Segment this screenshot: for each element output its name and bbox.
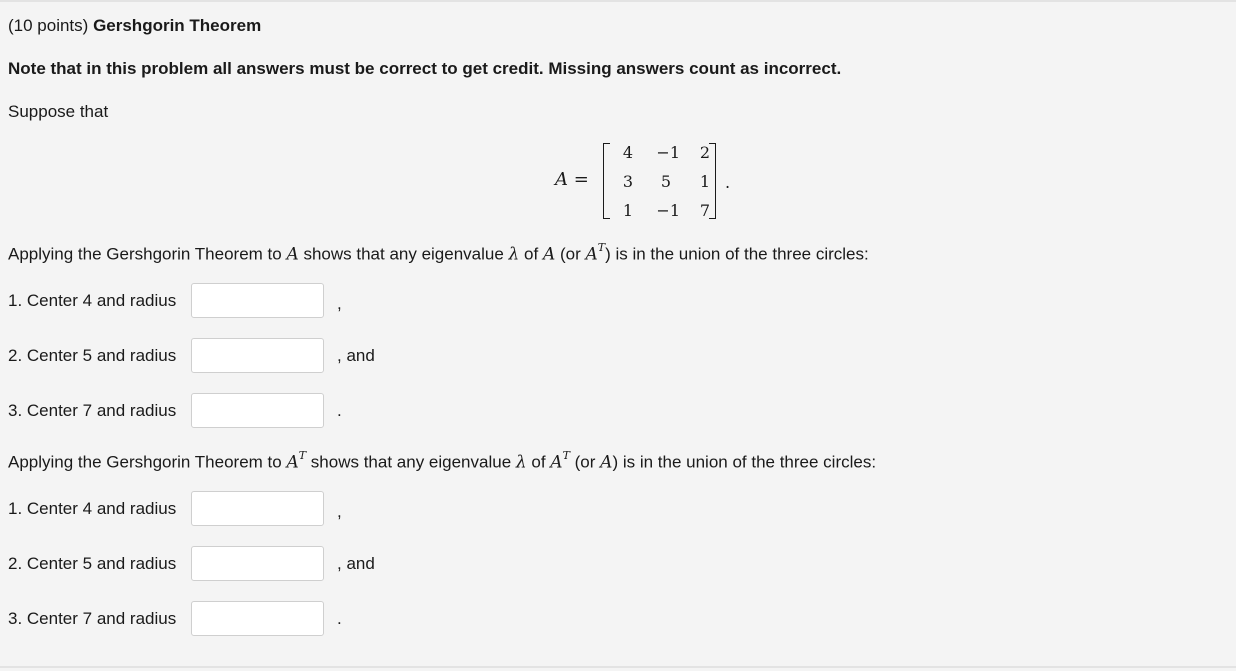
matrix-cell: 1 <box>622 201 633 220</box>
separator-text: , <box>337 502 342 521</box>
note-text: Note that in this problem all answers must be correct to get credit. Missing answers count as incorrect. <box>8 59 842 78</box>
suppose-text: Suppose that <box>8 102 109 121</box>
matrix-lhs: A = <box>555 169 589 190</box>
radius-label: 1. Center 4 and radius <box>8 291 177 310</box>
radius-label: 2. Center 5 and radius <box>8 554 177 573</box>
radius-input-a-center-5[interactable] <box>191 338 324 373</box>
problem-header <box>8 16 261 36</box>
matrix-cell: 5 <box>660 172 671 191</box>
bottom-divider <box>0 666 1236 668</box>
radius-input-at-center-4[interactable] <box>191 491 324 526</box>
matrix-cell: 3 <box>622 172 633 191</box>
radius-input-a-center-7[interactable] <box>191 393 324 428</box>
matrix-cell: 4 <box>622 143 633 162</box>
matrix-cell: 7 <box>699 201 710 220</box>
matrix-cell: 1 <box>699 172 710 191</box>
separator-text: , <box>337 294 342 313</box>
matrix-cell: 2 <box>699 143 710 162</box>
matrix-equation <box>555 140 755 222</box>
separator-text: , and <box>337 346 375 365</box>
radius-label: 1. Center 4 and radius <box>8 499 177 518</box>
separator-text: . <box>337 401 342 420</box>
radius-input-a-center-4[interactable] <box>191 283 324 318</box>
section1-intro: Applying the Gershgorin Theorem to A shows that any eigenvalue λ of A (or $A^T$) is in the union of the three circles: <box>8 241 869 265</box>
radius-label: 2. Center 5 and radius <box>8 346 177 365</box>
radius-label: 3. Center 7 and radius <box>8 609 177 628</box>
radius-input-at-center-5[interactable] <box>191 546 324 581</box>
matrix-period: . <box>725 173 731 192</box>
separator-text: . <box>337 609 342 628</box>
points-label: (10 points) <box>8 16 89 35</box>
matrix-cell: −1 <box>656 201 680 220</box>
section2-intro: Applying the Gershgorin Theorem to $A^T$ shows that any eigenvalue λ of $A^T$ (or A) is in the union of the three circles: <box>8 449 877 473</box>
radius-input-at-center-7[interactable] <box>191 601 324 636</box>
top-divider <box>0 0 1236 2</box>
problem-title: Gershgorin Theorem <box>93 16 262 35</box>
radius-label: 3. Center 7 and radius <box>8 401 177 420</box>
matrix-cell: −1 <box>656 143 680 162</box>
matrix-right-bracket <box>709 143 716 219</box>
separator-text: , and <box>337 554 375 573</box>
